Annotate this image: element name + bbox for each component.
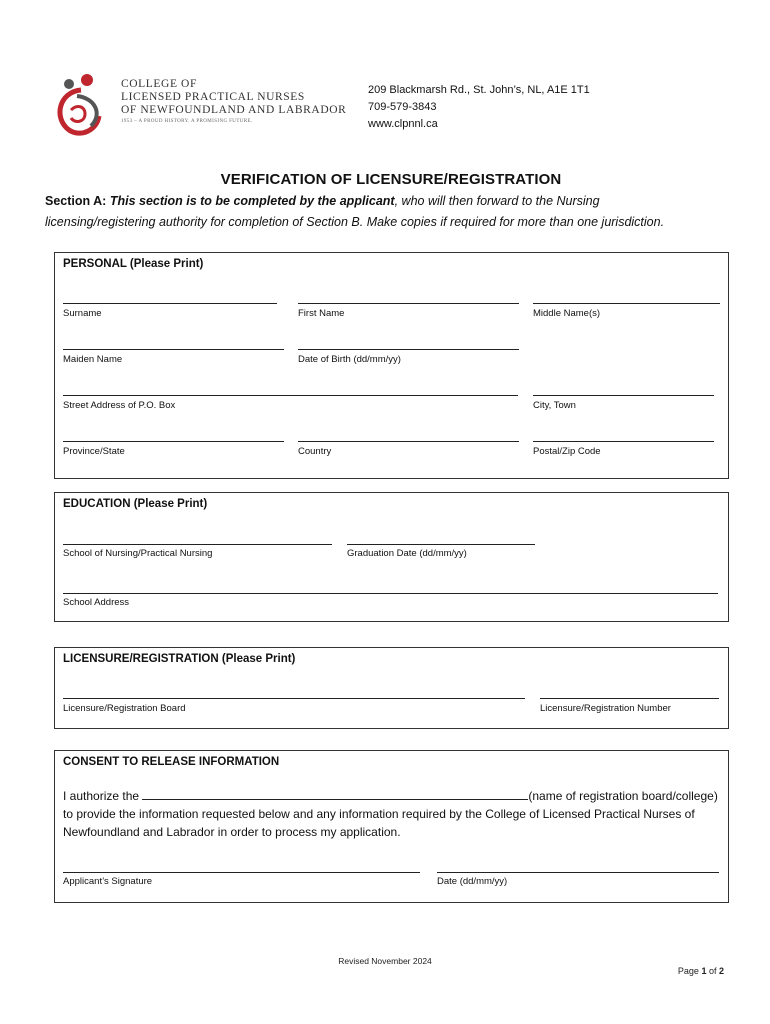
education-section: [54, 492, 729, 622]
surname-field[interactable]: [63, 303, 277, 304]
consent-text-after: (name of registration board/college) to provide the information requested below and any information required by the College of Licensed Practical Nurses of Newfoundland and Labrador in order to process my application.: [63, 789, 718, 839]
intro-rest: , who will then forward to the Nursing licensing/registering authority for completion of Section B. Make copies if required for more than one jurisdiction.: [45, 194, 665, 229]
college-logo: [47, 52, 357, 162]
street-field[interactable]: [63, 395, 518, 396]
city-label: City, Town: [533, 400, 576, 411]
revision-note: Revised November 2024: [338, 956, 432, 966]
school-label: School of Nursing/Practical Nursing: [63, 548, 213, 559]
graduation-label: Graduation Date (dd/mm/yy): [347, 548, 467, 559]
maiden-name-label: Maiden Name: [63, 354, 123, 365]
city-field[interactable]: [533, 395, 714, 396]
consent-text-before: I authorize the: [63, 789, 143, 803]
registration-board-name-field[interactable]: [142, 788, 528, 800]
consent-date-label: Date (dd/mm/yy): [437, 876, 508, 887]
website-link[interactable]: www.clpnnl.ca: [368, 118, 438, 130]
personal-section: [54, 252, 729, 479]
contact-address: [368, 82, 590, 133]
street-address: 209 Blackmarsh Rd., St. John’s, NL, A1E 1T1: [368, 84, 590, 96]
postal-label: Postal/Zip Code: [533, 446, 601, 457]
consent-date-field[interactable]: [437, 872, 719, 873]
board-label: Licensure/Registration Board: [63, 703, 186, 714]
page-current: 1: [701, 966, 707, 976]
board-field[interactable]: [63, 698, 525, 699]
middle-names-field[interactable]: [533, 303, 720, 304]
page-of: of: [706, 966, 719, 976]
first-name-field[interactable]: [298, 303, 519, 304]
intro-prefix: Section A:: [45, 194, 110, 208]
graduation-field[interactable]: [347, 544, 535, 545]
logo-wordmark: [121, 78, 361, 124]
page-number: [678, 966, 724, 976]
middle-names-label: Middle Name(s): [533, 308, 601, 319]
dob-field[interactable]: [298, 349, 519, 350]
province-field[interactable]: [63, 441, 284, 442]
page-title: VERIFICATION OF LICENSURE/REGISTRATION: [220, 171, 562, 188]
street-label: Street Address of P.O. Box: [63, 400, 176, 411]
licensure-title: LICENSURE/REGISTRATION (Please Print): [63, 653, 296, 665]
country-label: Country: [298, 446, 332, 457]
signature-field[interactable]: [63, 872, 420, 873]
maiden-name-field[interactable]: [63, 349, 284, 350]
nurses-logo-icon: [51, 70, 111, 142]
registration-number-label: Licensure/Registration Number: [540, 703, 671, 714]
school-address-field[interactable]: [63, 593, 718, 594]
licensure-section: [54, 647, 729, 729]
logo-line-1: COLLEGE OF: [121, 78, 197, 90]
section-a-instructions: [45, 191, 685, 232]
phone-number: 709-579-3843: [368, 101, 437, 113]
school-address-label: School Address: [63, 597, 130, 608]
logo-line-2: LICENSED PRACTICAL NURSES: [121, 91, 305, 103]
postal-field[interactable]: [533, 441, 714, 442]
consent-section: [54, 750, 729, 903]
consent-statement: [63, 787, 728, 841]
school-field[interactable]: [63, 544, 332, 545]
page-prefix: Page: [677, 966, 702, 976]
dob-label: Date of Birth (dd/mm/yy): [298, 354, 401, 365]
country-field[interactable]: [298, 441, 519, 442]
surname-label: Surname: [63, 308, 102, 319]
logo-tagline: 1953 – A PROUD HISTORY. A PROMISING FUTURE.: [121, 119, 253, 124]
consent-title: CONSENT TO RELEASE INFORMATION: [63, 756, 280, 768]
intro-emphasis: This section is to be completed by the applicant: [109, 194, 395, 208]
page-total: 2: [718, 966, 724, 976]
personal-title: PERSONAL (Please Print): [63, 258, 204, 270]
logo-line-3: OF NEWFOUNDLAND AND LABRADOR: [121, 104, 347, 116]
registration-number-field[interactable]: [540, 698, 719, 699]
education-title: EDUCATION (Please Print): [63, 498, 208, 510]
first-name-label: First Name: [298, 308, 345, 319]
signature-label: Applicant’s Signature: [63, 876, 153, 887]
province-label: Province/State: [63, 446, 125, 457]
